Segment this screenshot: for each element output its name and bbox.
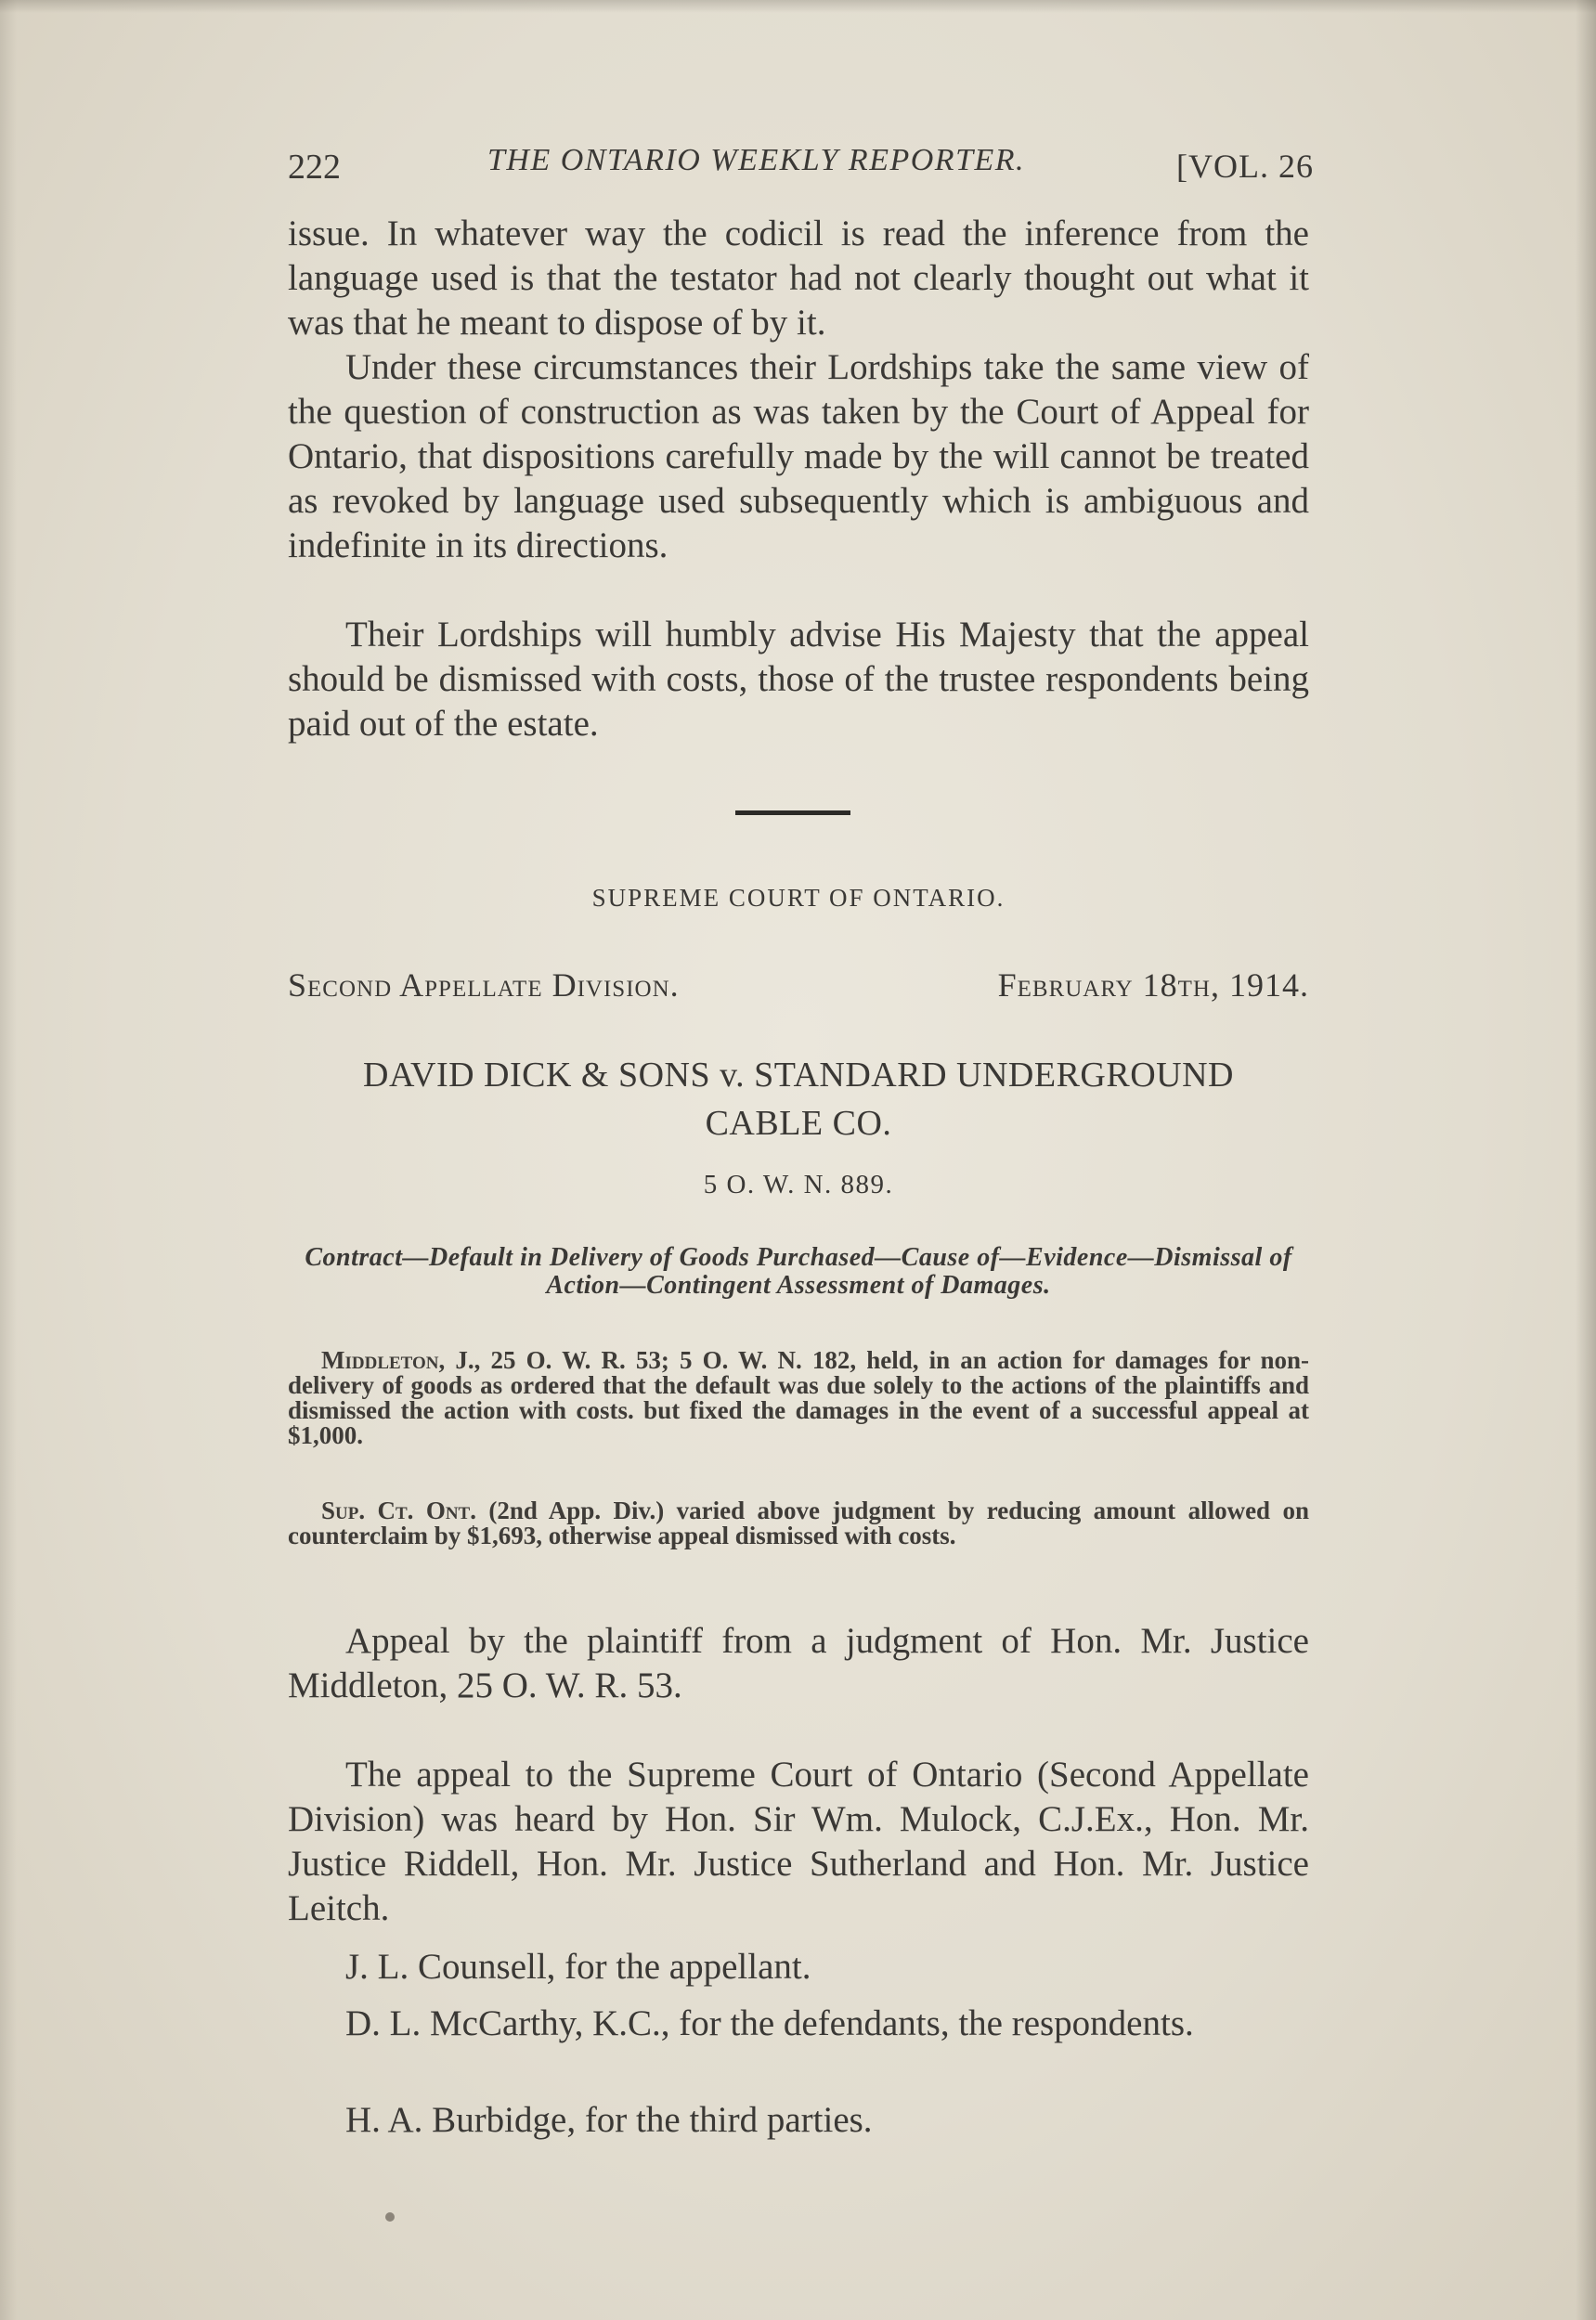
case-title-line-1: DAVID DICK & SONS v. STANDARD UNDERGROUND	[363, 1056, 1234, 1095]
case-citation: 5 O. W. N. 889.	[703, 1170, 894, 1199]
counsel-appellant: J. L. Counsell, for the appellant.	[345, 1947, 811, 1987]
headnote-court: Sup. Ct. Ont.	[321, 1497, 476, 1524]
page-number: 222	[288, 148, 341, 187]
section-divider	[735, 810, 850, 815]
counsel-defendants: D. L. McCarthy, K.C., for the defendants, the respondents.	[345, 2003, 1194, 2043]
ink-spot	[385, 2212, 395, 2222]
headnote-first-text: , 25 O. W. R. 53; 5 O. W. N. 182, held, in an action for damages for non-delivery of goods as ordered that the default was due solely to the actions of the plaintiffs and dismissed the action with costs. but fixed the damages in the event of a successful appeal at $1,000.	[288, 1346, 1309, 1449]
page-edge-left	[0, 0, 17, 2320]
division-date-line	[288, 966, 1309, 1010]
headnote-judge: Middleton, J.	[321, 1346, 474, 1374]
counsel-third-parties: H. A. Burbidge, for the third parties.	[345, 2100, 873, 2140]
headnote-second	[288, 1498, 1309, 1549]
catchwords: Contract—Default in Delivery of Goods Purchased—Cause of—Evidence—Dismissal of Action—Contingent Assessment of Damages.	[305, 1243, 1292, 1300]
court-name: SUPREME COURT OF ONTARIO.	[591, 884, 1006, 912]
bench-statement: The appeal to the Supreme Court of Ontario (Second Appellate Division) was heard by Hon. Sir Wm. Mulock, C.J.Ex., Hon. Mr. Justice Riddell, Hon. Mr. Justice Sutherland and Hon. Mr. Justice Leitch.	[288, 1755, 1309, 1928]
appeal-statement: Appeal by the plaintiff from a judgment of Hon. Mr. Justice Middleton, 25 O. W. R. 53.	[288, 1621, 1309, 1705]
case-title-line-2: CABLE CO.	[705, 1104, 892, 1143]
volume-label: [VOL. 26	[1176, 148, 1314, 185]
division-name: Second Appellate Division.	[288, 966, 680, 1004]
running-header	[288, 139, 1314, 186]
headnote-second-text: (2nd App. Div.) varied above judgment by reducing amount allowed on counterclaim by $1,693, otherwise appeal dismissed with costs.	[288, 1497, 1309, 1549]
running-title: THE ONTARIO WEEKLY REPORTER.	[487, 143, 1026, 177]
page-edge-right	[1576, 0, 1596, 2320]
headnote-first	[288, 1348, 1309, 1448]
page-edge-top	[0, 0, 1596, 13]
decision-date: February 18th, 1914.	[997, 966, 1309, 1004]
paragraph-advice: Their Lordships will humbly advise His Majesty that the appeal should be dismissed with costs, those of the trustee respondents being paid out of the estate.	[288, 615, 1309, 744]
paragraph-construction: Under these circumstances their Lordships take the same view of the question of construction as was taken by the Court of Appeal for Ontario, that dispositions carefully made by the will cannot be treated as revoked by language used subsequently which is ambiguous and indefinite in its directions.	[288, 347, 1309, 565]
paragraph-continued: issue. In whatever way the codicil is read the inference from the language used is that the testator had not clearly thought out what it was that he meant to dispose of by it.	[288, 214, 1309, 343]
case-title	[288, 1051, 1309, 1147]
